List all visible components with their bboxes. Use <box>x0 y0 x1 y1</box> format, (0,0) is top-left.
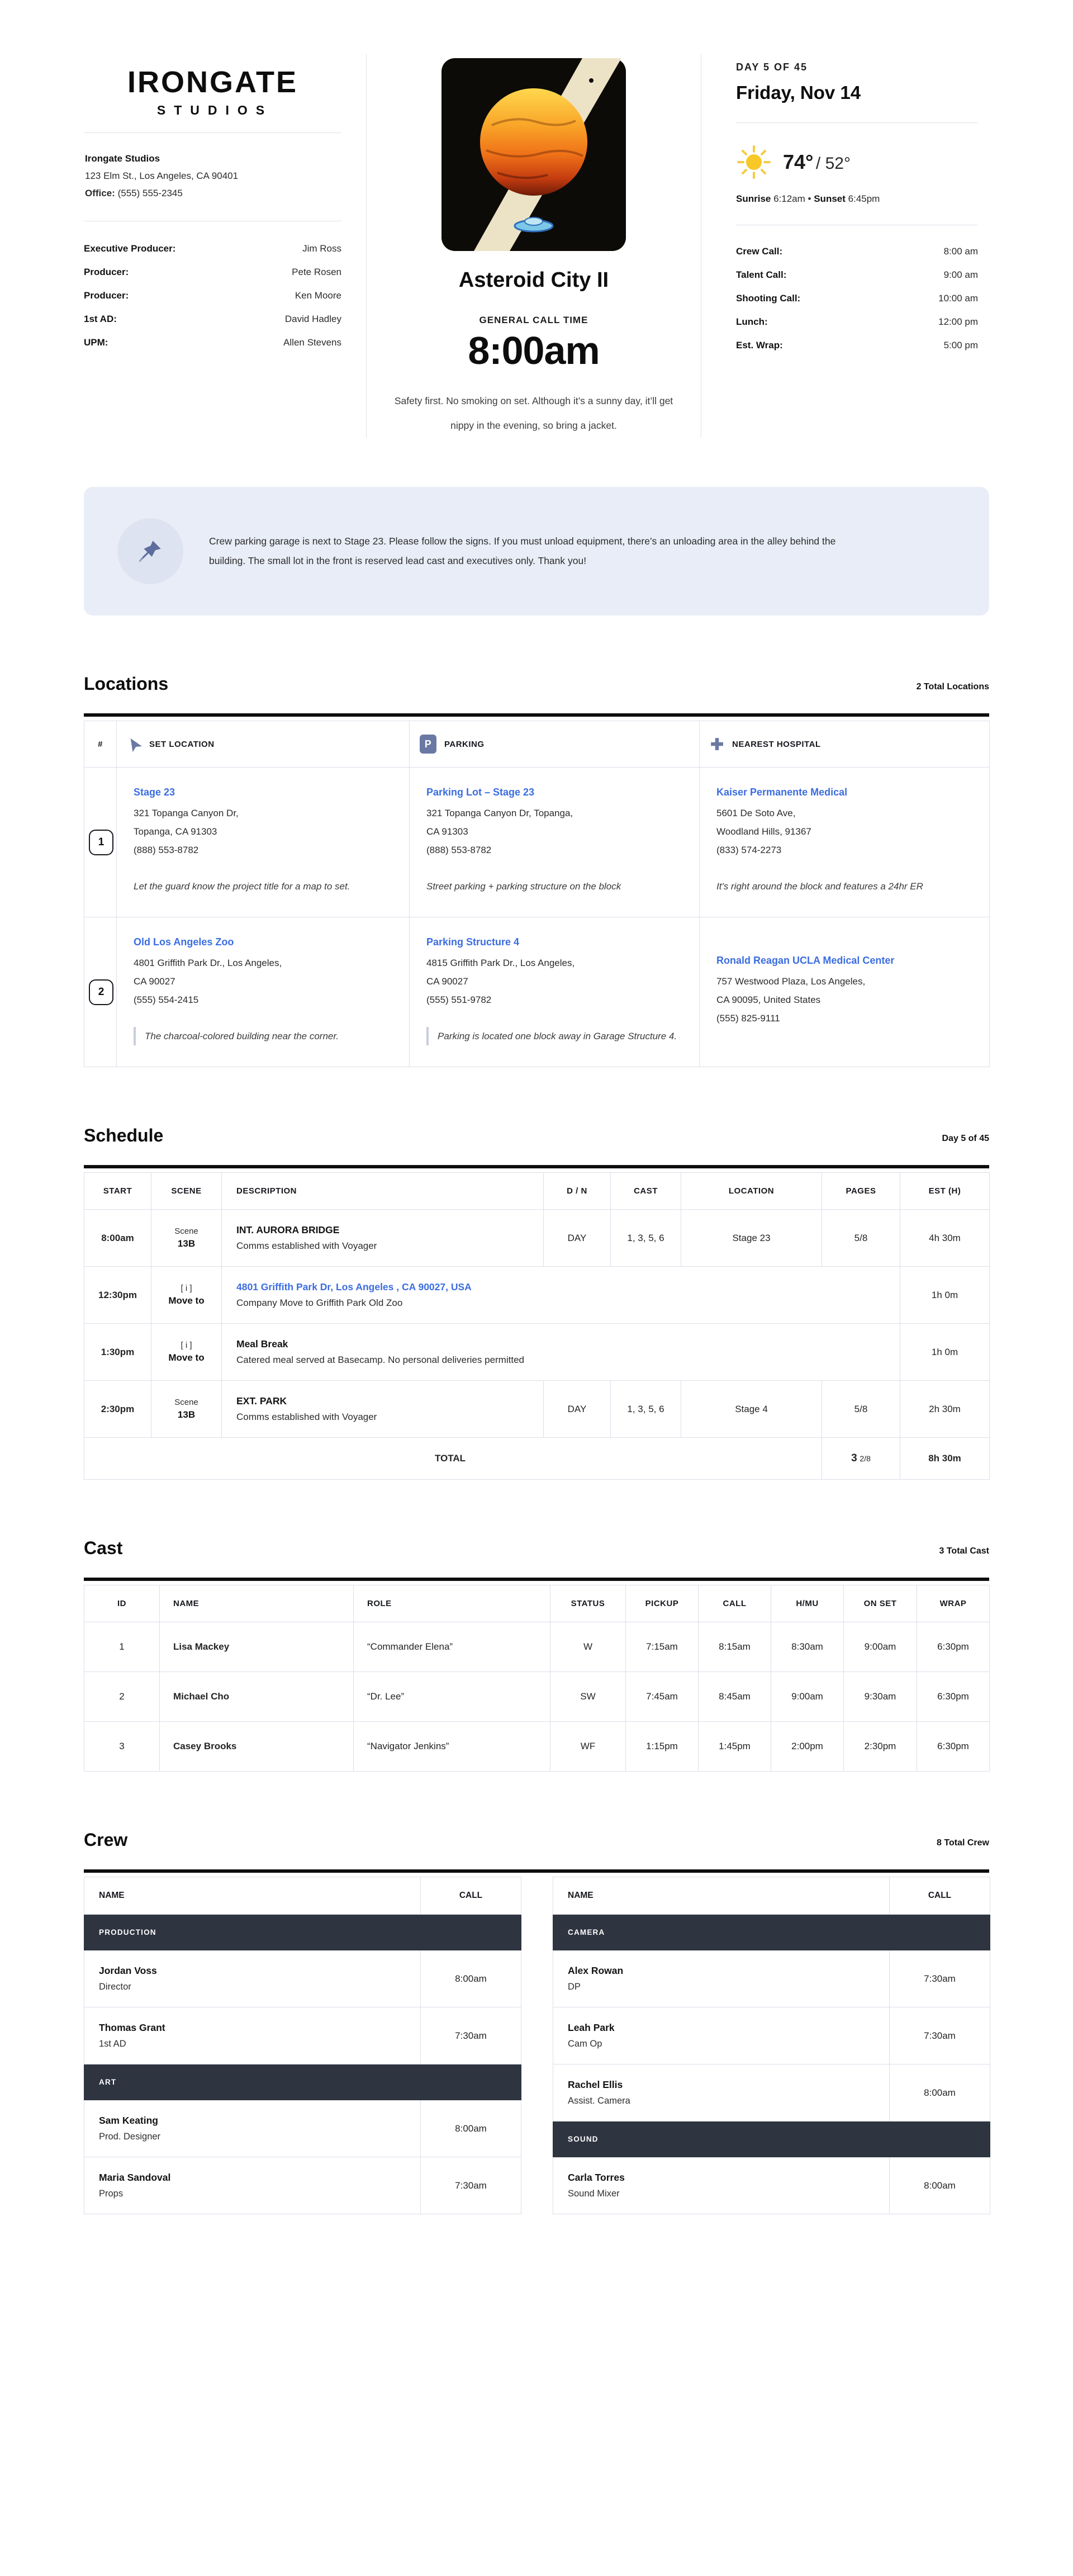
header <box>84 54 989 438</box>
cast-id: 2 <box>84 1672 160 1722</box>
parking-cell <box>410 768 700 917</box>
cast-status: W <box>550 1622 626 1672</box>
scene-location: Stage 23 <box>681 1210 822 1267</box>
column-number: # <box>84 721 117 768</box>
credit-row <box>84 284 341 307</box>
location-row <box>84 768 990 917</box>
cast-role: “Commander Elena” <box>354 1622 550 1672</box>
cast-wrap: 6:30pm <box>917 1722 990 1772</box>
address-line: CA 91303 <box>426 826 468 837</box>
crew-row <box>553 1950 990 2007</box>
parking-cell <box>410 917 700 1067</box>
cast-role: “Dr. Lee” <box>354 1672 550 1722</box>
description-cell: 4801 Griffith Park Dr, Los Angeles , CA 90027, USA Company Move to Griffith Park Old Zoo <box>222 1267 900 1324</box>
credit-row <box>84 261 341 284</box>
address-line: 4815 Griffith Park Dr., Los Angeles, <box>426 958 575 968</box>
schedule-table <box>84 1172 990 1480</box>
call-sheet <box>84 0 989 2276</box>
pushpin-icon <box>117 518 183 584</box>
table-top-border <box>84 1869 989 1873</box>
estimated-hours: 4h 30m <box>900 1210 990 1267</box>
parking-icon: P <box>420 735 436 754</box>
start-time: 2:30pm <box>84 1381 151 1438</box>
schedule-title: Schedule <box>84 1125 164 1145</box>
sunrise-label: Sunrise <box>736 193 771 204</box>
schedule-day-label: Day 5 of 45 <box>942 1134 989 1143</box>
shoot-date: Friday, Nov 14 <box>736 82 861 103</box>
credit-row <box>84 237 341 261</box>
cast-onset: 2:30pm <box>844 1722 917 1772</box>
column-scene: SCENE <box>151 1173 222 1210</box>
credit-label: Executive Producer: <box>84 243 176 254</box>
call-time-row <box>736 334 978 357</box>
crew-call-time: 8:00am <box>890 2157 990 2214</box>
schedule-meal-row <box>84 1324 990 1381</box>
department-bar <box>84 2064 521 2100</box>
header-project <box>366 54 701 438</box>
schedule-scene-row <box>84 1381 990 1438</box>
parking-notice <box>84 487 989 615</box>
column-hmu: H/MU <box>771 1585 844 1622</box>
parking-link[interactable]: Parking Lot – Stage 23 <box>426 787 535 798</box>
department-label: CAMERA <box>553 1915 990 1950</box>
set-location-cell <box>117 768 410 917</box>
crew-name: Maria Sandoval <box>99 2172 171 2183</box>
call-time-row <box>736 263 978 287</box>
hospital-cell <box>700 768 990 917</box>
address-line: (888) 553-8782 <box>426 845 492 855</box>
call-time-value: 9:00 am <box>943 269 978 280</box>
schedule-header-row <box>84 1173 990 1210</box>
crew-call-time: 7:30am <box>421 2157 521 2214</box>
table-top-border <box>84 713 989 717</box>
credit-label: UPM: <box>84 337 108 348</box>
studio-logo <box>84 57 341 132</box>
cast-id: 3 <box>84 1722 160 1772</box>
locations-title: Locations <box>84 674 169 694</box>
crew-row <box>84 1950 521 2007</box>
column-description: DESCRIPTION <box>222 1173 544 1210</box>
address-line: (888) 553-8782 <box>134 845 199 855</box>
cast-total: 3 Total Cast <box>939 1546 989 1556</box>
cast-name: Michael Cho <box>160 1672 354 1722</box>
estimated-hours: 1h 0m <box>900 1324 990 1381</box>
cast-row <box>84 1722 990 1772</box>
crew-header-row <box>553 1877 990 1915</box>
department-bar <box>84 1915 521 1950</box>
column-id: ID <box>84 1585 160 1622</box>
call-time-label: Shooting Call: <box>736 293 801 304</box>
schedule-section <box>84 1125 989 1480</box>
crew-call-time: 8:00am <box>421 1950 521 2007</box>
crew-role: 1st AD <box>99 2039 126 2049</box>
crew-row <box>553 2007 990 2064</box>
credit-label: 1st AD: <box>84 314 117 324</box>
address-line: 757 Westwood Plaza, Los Angeles, <box>716 976 866 987</box>
cast-status: SW <box>550 1672 626 1722</box>
crew-name: Leah Park <box>568 2022 615 2033</box>
column-hospital: NEAREST HOSPITAL <box>732 739 821 749</box>
crew-role: Props <box>99 2189 124 2199</box>
navigation-icon <box>124 734 144 754</box>
scene-cell: [ i ] Move to <box>151 1267 222 1324</box>
department-label: SOUND <box>553 2122 990 2157</box>
crew-call-time: 7:30am <box>421 2007 521 2064</box>
crew-role: Director <box>99 1982 131 1992</box>
logo-subtitle: STUDIOS <box>156 103 273 117</box>
call-time-value: 12:00 pm <box>938 316 978 327</box>
column-name: NAME <box>84 1877 421 1915</box>
temp-high: 74° <box>783 150 814 173</box>
crew-role: Assist. Camera <box>568 2096 630 2106</box>
location-note: The charcoal-colored building near the corner. <box>134 1027 392 1045</box>
credit-value: Ken Moore <box>295 290 341 301</box>
set-location-cell <box>117 917 410 1067</box>
address-line: 321 Topanga Canyon Dr, Topanga, <box>426 808 573 818</box>
cast-hmu: 8:30am <box>771 1622 844 1672</box>
cast-call: 8:45am <box>699 1672 771 1722</box>
sunset-label: Sunset <box>814 193 846 204</box>
credit-label: Producer: <box>84 290 129 301</box>
cast-name: Lisa Mackey <box>160 1622 354 1672</box>
crew-total: 8 Total Crew <box>937 1838 989 1848</box>
call-time-value: 10:00 am <box>938 293 978 304</box>
credits-list <box>84 221 341 354</box>
office-label: Office: <box>85 188 115 198</box>
schedule-move-row <box>84 1267 990 1324</box>
column-set-location: SET LOCATION <box>149 739 215 749</box>
general-call-time-value: 8:00am <box>468 329 600 372</box>
pages: 5/8 <box>822 1381 900 1438</box>
cast-title: Cast <box>84 1538 123 1558</box>
address-line: (555) 825-9111 <box>716 1012 780 1024</box>
location-row <box>84 917 990 1067</box>
column-role: ROLE <box>354 1585 550 1622</box>
start-time: 8:00am <box>84 1210 151 1267</box>
set-location-link[interactable]: Stage 23 <box>134 787 175 798</box>
description-cell: INT. AURORA BRIDGE Comms established with Voyager <box>222 1210 544 1267</box>
cast-pickup: 7:45am <box>626 1672 699 1722</box>
hospital-cell <box>700 917 990 1067</box>
schedule-scene-row <box>84 1210 990 1267</box>
address-line: (833) 574-2273 <box>716 845 782 855</box>
crew-role: Cam Op <box>568 2039 602 2049</box>
logo-wordmark: IRONGATE <box>127 65 298 99</box>
cast-section <box>84 1538 989 1772</box>
movie-poster-image <box>441 58 626 251</box>
scene-cell: Scene 13B <box>151 1381 222 1438</box>
call-time-label: Talent Call: <box>736 269 787 280</box>
crew-call-time: 7:30am <box>890 1950 990 2007</box>
parking-note: Parking is located one block away in Garage Structure 4. <box>426 1027 682 1045</box>
cast-call: 8:15am <box>699 1622 771 1672</box>
crew-call-time: 8:00am <box>421 2100 521 2157</box>
hospital-cross-icon <box>710 737 724 751</box>
start-time: 1:30pm <box>84 1324 151 1381</box>
column-onset: ON SET <box>844 1585 917 1622</box>
cast-header-row <box>84 1585 990 1622</box>
address-line: 321 Topanga Canyon Dr, <box>134 808 239 818</box>
crew-name: Carla Torres <box>568 2172 625 2183</box>
header-production-company <box>84 54 366 438</box>
weather <box>736 144 978 180</box>
column-day-night: D / N <box>544 1173 611 1210</box>
cast-row <box>84 1672 990 1722</box>
crew-row <box>553 2157 990 2214</box>
temp-separator: / 52° <box>815 154 851 173</box>
cast-ids: 1, 3, 5, 6 <box>611 1381 681 1438</box>
credit-row <box>84 331 341 354</box>
table-top-border <box>84 1165 989 1168</box>
call-time-value: 8:00 am <box>943 246 978 257</box>
cast-hmu: 9:00am <box>771 1672 844 1722</box>
company-address: 123 Elm St., Los Angeles, CA 90401 <box>85 171 239 181</box>
column-cast: CAST <box>611 1173 681 1210</box>
location-note: Let the guard know the project title for a map to set. <box>134 881 350 892</box>
cast-name: Casey Brooks <box>160 1722 354 1772</box>
estimated-hours: 2h 30m <box>900 1381 990 1438</box>
total-pages: 3 2/8 <box>822 1438 900 1480</box>
company-phone <box>85 184 341 202</box>
company-name: Irongate Studios <box>85 153 160 164</box>
crew-name: Thomas Grant <box>99 2022 165 2033</box>
temp-low: 52° <box>825 154 851 173</box>
crew-row <box>84 2157 521 2214</box>
address-line: Woodland Hills, 91367 <box>716 826 811 837</box>
notice-text: Crew parking garage is next to Stage 23. Please follow the signs. If you must unload equipment, there’s an unloading area in the alley behind the building. The small lot in the front is reserved lead cast and executives only. Thank you! <box>209 536 836 566</box>
locations-total: 2 Total Locations <box>916 682 989 692</box>
project-title: Asteroid City II <box>458 268 609 292</box>
parking-note: Street parking + parking structure on the block <box>426 881 621 892</box>
header-day-info <box>701 54 989 438</box>
department-label: PRODUCTION <box>84 1915 521 1950</box>
total-label: TOTAL <box>84 1438 822 1480</box>
locations-header-row <box>84 721 990 768</box>
crew-call-time: 7:30am <box>890 2007 990 2064</box>
hospital-link[interactable]: Kaiser Permanente Medical <box>716 787 848 798</box>
address-line: Topanga, CA 91303 <box>134 826 217 837</box>
column-start: START <box>84 1173 151 1210</box>
crew-row <box>553 2064 990 2122</box>
cast-call: 1:45pm <box>699 1722 771 1772</box>
credit-row <box>84 307 341 331</box>
department-bar <box>553 2122 990 2157</box>
map-link[interactable]: 4801 Griffith Park Dr, Los Angeles , CA 90027, USA <box>236 1281 472 1292</box>
crew-role: DP <box>568 1982 581 1992</box>
divider <box>736 122 978 123</box>
locations-table <box>84 721 990 1067</box>
hospital-note: It's right around the block and features a 24hr ER <box>716 881 923 892</box>
crew-row <box>84 2007 521 2064</box>
sunrise-time: 6:12am <box>773 193 805 204</box>
day-night: DAY <box>544 1381 611 1438</box>
column-parking: PARKING <box>444 739 485 749</box>
crew-table-left <box>84 1877 521 2214</box>
safety-note: Safety first. No smoking on set. Although it’s a sunny day, it’ll get nippy in the evening, so bring a jacket. <box>394 395 673 431</box>
call-time-row <box>736 310 978 334</box>
crew-name: Rachel Ellis <box>568 2079 623 2090</box>
department-label: ART <box>84 2064 521 2100</box>
column-name: NAME <box>553 1877 890 1915</box>
temperature <box>783 150 851 174</box>
call-time-label: Est. Wrap: <box>736 340 783 351</box>
credit-value: Allen Stevens <box>283 337 341 348</box>
description-cell: EXT. PARK Comms established with Voyager <box>222 1381 544 1438</box>
office-phone: (555) 555-2345 <box>117 188 183 198</box>
scene-cell: [ i ] Move to <box>151 1324 222 1381</box>
hospital-link[interactable]: Ronald Reagan UCLA Medical Center <box>716 954 895 966</box>
crew-role: Prod. Designer <box>99 2132 161 2142</box>
crew-header-row <box>84 1877 521 1915</box>
address-line: (555) 554-2415 <box>134 995 199 1005</box>
day-night: DAY <box>544 1210 611 1267</box>
column-call: CALL <box>699 1585 771 1622</box>
cast-pickup: 1:15pm <box>626 1722 699 1772</box>
call-time-value: 5:00 pm <box>943 340 978 351</box>
column-pages: PAGES <box>822 1173 900 1210</box>
cast-status: WF <box>550 1722 626 1772</box>
start-time: 12:30pm <box>84 1267 151 1324</box>
cast-wrap: 6:30pm <box>917 1622 990 1672</box>
crew-section <box>84 1830 989 2214</box>
crew-role: Sound Mixer <box>568 2189 620 2199</box>
credit-label: Producer: <box>84 267 129 277</box>
address-line: CA 90027 <box>426 976 468 987</box>
pages: 5/8 <box>822 1210 900 1267</box>
address-line: (555) 551-9782 <box>426 995 492 1005</box>
estimated-hours: 1h 0m <box>900 1267 990 1324</box>
address-line: 4801 Griffith Park Dr., Los Angeles, <box>134 958 282 968</box>
scene-location: Stage 4 <box>681 1381 822 1438</box>
parking-link[interactable]: Parking Structure 4 <box>426 936 520 948</box>
column-call: CALL <box>890 1877 990 1915</box>
call-time-label: Crew Call: <box>736 246 783 257</box>
address-line: CA 90027 <box>134 976 175 987</box>
crew-call-time: 8:00am <box>890 2064 990 2122</box>
crew-title: Crew <box>84 1830 128 1850</box>
credit-value: Pete Rosen <box>292 267 341 277</box>
crew-row <box>84 2100 521 2157</box>
locations-section <box>84 674 989 1067</box>
call-time-label: Lunch: <box>736 316 768 327</box>
crew-name: Jordan Voss <box>99 1965 157 1976</box>
set-location-link[interactable]: Old Los Angeles Zoo <box>134 936 234 948</box>
scene-cell: Scene 13B <box>151 1210 222 1267</box>
column-location: LOCATION <box>681 1173 822 1210</box>
call-times-list <box>736 225 978 357</box>
location-number-badge: 1 <box>89 830 113 855</box>
credit-value: Jim Ross <box>302 243 341 254</box>
cast-hmu: 2:00pm <box>771 1722 844 1772</box>
bullet-separator: • <box>808 193 811 204</box>
location-number-badge: 2 <box>89 979 113 1005</box>
column-est: EST (H) <box>900 1173 990 1210</box>
call-time-row <box>736 240 978 263</box>
general-call-time-label: GENERAL CALL TIME <box>479 315 588 325</box>
total-hours: 8h 30m <box>900 1438 990 1480</box>
crew-name: Alex Rowan <box>568 1965 624 1976</box>
cast-role: “Navigator Jenkins” <box>354 1722 550 1772</box>
schedule-total-row <box>84 1438 990 1480</box>
crew-table-right <box>553 1877 990 2214</box>
cast-table <box>84 1585 990 1772</box>
cast-row <box>84 1622 990 1672</box>
description-cell: Meal Break Catered meal served at Basecamp. No personal deliveries permitted <box>222 1324 900 1381</box>
address-line: CA 90095, United States <box>716 994 821 1005</box>
cast-onset: 9:00am <box>844 1622 917 1672</box>
cast-id: 1 <box>84 1622 160 1672</box>
call-time-row <box>736 287 978 310</box>
day-counter: DAY 5 OF 45 <box>736 61 808 73</box>
table-top-border <box>84 1578 989 1581</box>
cast-pickup: 7:15am <box>626 1622 699 1672</box>
sunset-time: 6:45pm <box>848 193 880 204</box>
column-pickup: PICKUP <box>626 1585 699 1622</box>
department-bar <box>553 1915 990 1950</box>
column-call: CALL <box>421 1877 521 1915</box>
column-wrap: WRAP <box>917 1585 990 1622</box>
cast-onset: 9:30am <box>844 1672 917 1722</box>
sunrise-sunset <box>736 193 978 205</box>
cast-ids: 1, 3, 5, 6 <box>611 1210 681 1267</box>
cast-wrap: 6:30pm <box>917 1672 990 1722</box>
column-status: STATUS <box>550 1585 626 1622</box>
credit-value: David Hadley <box>284 314 341 324</box>
address-line: 5601 De Soto Ave, <box>716 808 796 818</box>
company-info <box>84 133 341 221</box>
crew-name: Sam Keating <box>99 2115 158 2126</box>
column-name: NAME <box>160 1585 354 1622</box>
sun-icon <box>736 144 772 180</box>
